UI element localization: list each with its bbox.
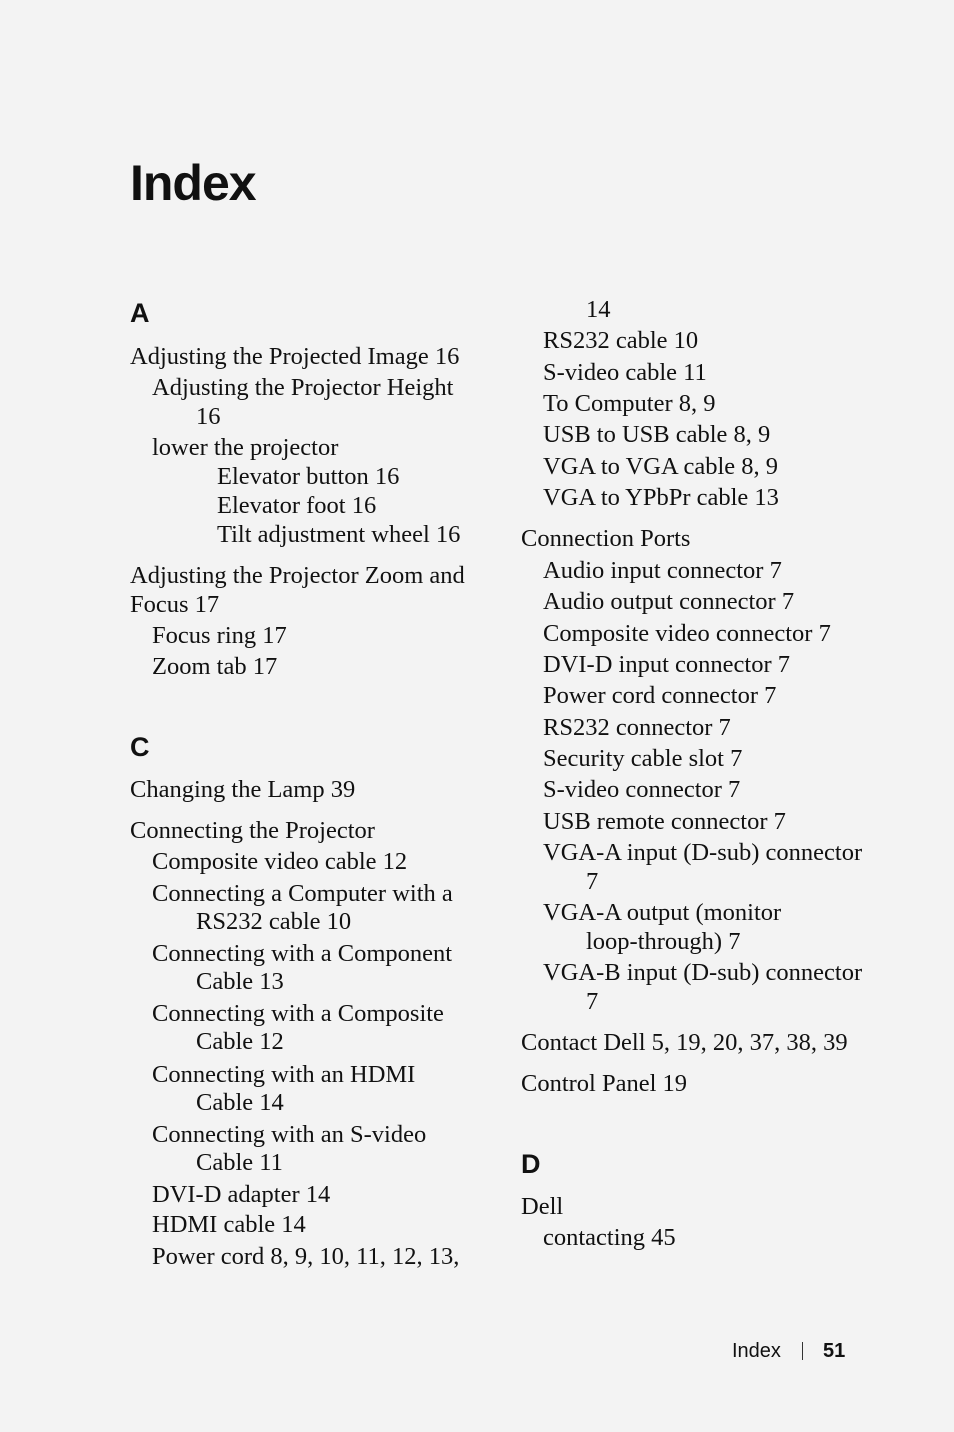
index-subentry: Connecting a Computer with a: [152, 880, 453, 907]
index-subentry-continued: Cable 11: [196, 1149, 283, 1176]
index-subentry: Adjusting the Projector Height: [152, 374, 454, 401]
index-subentry: Audio output connector 7: [543, 588, 795, 615]
footer-section-label: Index: [732, 1340, 781, 1362]
index-subentry: VGA to VGA cable 8, 9: [543, 453, 778, 480]
index-subsubentry: Elevator foot 16: [217, 492, 377, 519]
index-subentry: Connecting with a Composite: [152, 1000, 444, 1027]
page-title: Index: [130, 155, 256, 211]
index-subentry: lower the projector: [152, 434, 339, 461]
index-subentry: S-video connector 7: [543, 776, 741, 803]
index-subentry: Composite video connector 7: [543, 620, 831, 647]
index-subentry: Connecting with an S-video: [152, 1121, 427, 1148]
page-number: 51: [823, 1340, 846, 1362]
section-letter-c: C: [130, 732, 150, 762]
section-letter-d: D: [521, 1149, 541, 1179]
index-subentry: Connecting with a Component: [152, 940, 453, 967]
index-subentry: DVI-D input connector 7: [543, 651, 790, 678]
index-subentry: contacting 45: [543, 1224, 676, 1251]
index-entry: Control Panel 19: [521, 1070, 688, 1097]
index-entry: Changing the Lamp 39: [130, 776, 356, 803]
section-letter-a: A: [130, 298, 150, 328]
index-entry: Adjusting the Projected Image 16: [130, 343, 460, 370]
index-subsubentry: Tilt adjustment wheel 16: [217, 521, 461, 548]
index-subentry: S-video cable 11: [543, 359, 707, 386]
index-entry: Adjusting the Projector Zoom and: [130, 562, 465, 589]
index-subentry: HDMI cable 14: [152, 1211, 306, 1238]
index-subentry: DVI-D adapter 14: [152, 1181, 331, 1208]
footer-divider: [802, 1342, 803, 1360]
index-subentry: To Computer 8, 9: [543, 390, 716, 417]
index-subentry-continued: 7: [586, 988, 599, 1015]
index-subentry: USB remote connector 7: [543, 808, 786, 835]
index-subentry: Focus ring 17: [152, 622, 287, 649]
index-subentry-continued: 14: [586, 296, 611, 323]
index-subentry-continued: 16: [196, 403, 221, 430]
index-subentry-continued: Cable 12: [196, 1028, 284, 1055]
index-subentry: Security cable slot 7: [543, 745, 743, 772]
index-subentry: VGA-A input (D-sub) connector: [543, 839, 863, 866]
index-subentry: Power cord connector 7: [543, 682, 777, 709]
index-subentry-continued: loop-through) 7: [586, 928, 741, 955]
index-subentry: VGA to YPbPr cable 13: [543, 484, 779, 511]
index-subentry-continued: Cable 14: [196, 1089, 284, 1116]
index-subentry: Power cord 8, 9, 10, 11, 12, 13,: [152, 1243, 460, 1270]
index-subentry-continued: 7: [586, 868, 599, 895]
index-subentry: Zoom tab 17: [152, 653, 278, 680]
index-entry: Connection Ports: [521, 525, 691, 552]
index-subentry: RS232 cable 10: [543, 327, 699, 354]
index-subentry: USB to USB cable 8, 9: [543, 421, 771, 448]
index-subentry: Connecting with an HDMI: [152, 1061, 416, 1088]
index-entry: Dell: [521, 1193, 564, 1220]
index-subentry: RS232 connector 7: [543, 714, 731, 741]
index-subentry-continued: RS232 cable 10: [196, 908, 352, 935]
index-subentry: Composite video cable 12: [152, 848, 408, 875]
index-entry-continued: Focus 17: [130, 591, 220, 618]
index-subsubentry: Elevator button 16: [217, 463, 400, 490]
index-entry: Connecting the Projector: [130, 817, 375, 844]
index-subentry-continued: Cable 13: [196, 968, 284, 995]
index-entry: Contact Dell 5, 19, 20, 37, 38, 39: [521, 1029, 848, 1056]
index-subentry: Audio input connector 7: [543, 557, 782, 584]
index-subentry: VGA-B input (D-sub) connector: [543, 959, 863, 986]
index-subentry: VGA-A output (monitor: [543, 899, 782, 926]
